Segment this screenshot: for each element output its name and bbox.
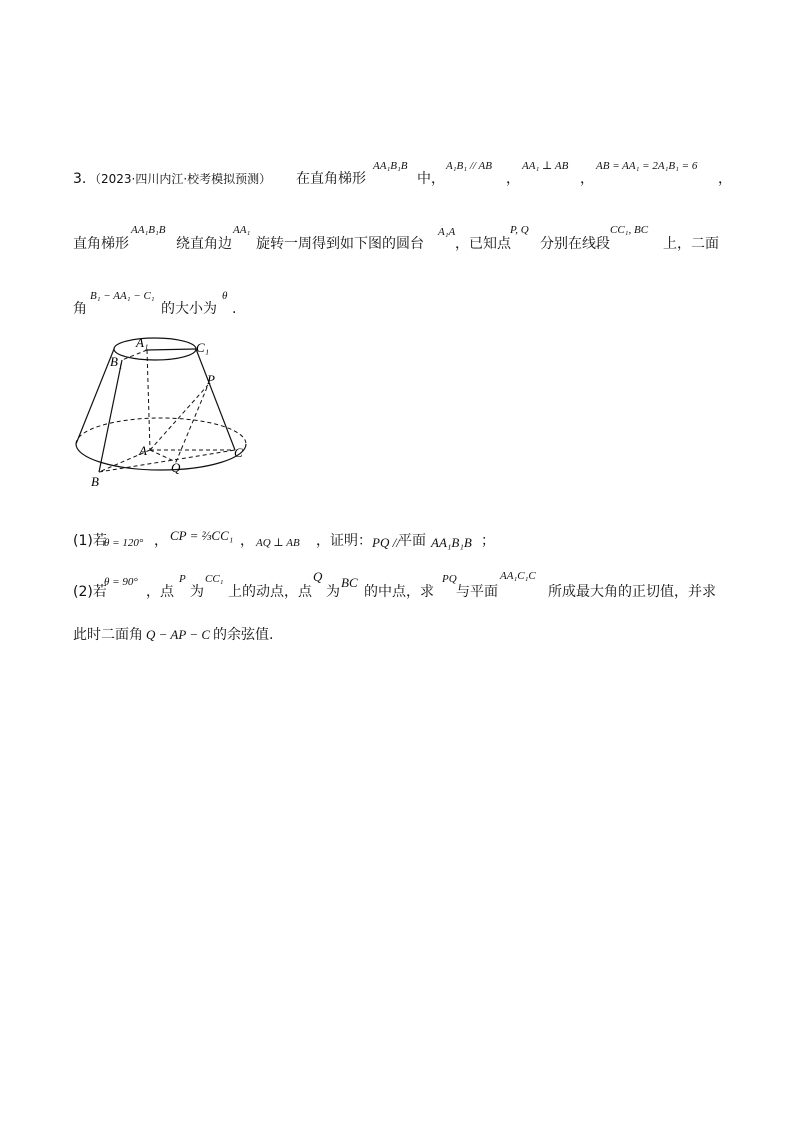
label-B1: B₁ [110, 354, 123, 369]
part2-text-1: ，点 [146, 584, 174, 600]
part1-text-5: ； [481, 533, 495, 549]
label-C: C [234, 445, 243, 460]
part1-text-2: ， [240, 533, 254, 549]
line1-text-5: ， [718, 171, 732, 187]
frustum-figure [70, 330, 260, 490]
part1-math-pq: PQ // [372, 535, 400, 550]
part1-label: (1)若 [73, 533, 107, 549]
line3-text-3: . [232, 301, 237, 317]
part2-math-q: Q [313, 569, 323, 584]
segment-BC [99, 450, 235, 472]
label-C1: C₁ [196, 340, 210, 355]
problem-number: 3. [73, 171, 87, 187]
label-P: P [207, 372, 215, 387]
part1-text-3: ，证明： [316, 533, 372, 549]
part2-math-p: P [179, 573, 186, 585]
line1-math-perp: AA₁ ⊥ AB [522, 160, 569, 172]
line2-text-4: ，已知点 [455, 236, 511, 252]
line1-text-3: ， [506, 171, 520, 187]
part2-text-6: 与平面 [456, 584, 498, 600]
line2-math-axis: AA₁ [233, 224, 251, 236]
generatrix-CC1 [196, 349, 235, 450]
part2-math-plane: AA₁C₁C [500, 570, 536, 582]
line1-text-2: 中， [417, 171, 445, 187]
line2-math-frustum: A₁A [438, 226, 456, 238]
line2-text-3: 旋转一周得到如下图的圆台 [256, 236, 424, 252]
axis-A1A [147, 350, 150, 450]
line2-text-2: 绕直角边 [176, 236, 232, 252]
line3-math-theta: θ [222, 290, 228, 302]
line2-text-1: 直角梯形 [73, 236, 129, 252]
segment-A1C1 [147, 349, 196, 350]
part2-line2-text-1: 此时二面角 [73, 627, 143, 643]
line1-text-4: ， [580, 171, 594, 187]
line1-text-1: 在直角梯形 [296, 171, 366, 187]
line2-math-segments: CC₁, BC [610, 224, 649, 236]
line2-math-trapezoid: AA₁B₁B [131, 224, 166, 236]
part2-text-3: 上的动点，点 [228, 584, 312, 600]
part2-label: (2)若 [73, 584, 107, 600]
line2-math-points: P, Q [510, 224, 529, 236]
line1-math-trapezoid: AA₁B₁B [373, 160, 408, 172]
line3-text-1: 角 [73, 301, 87, 317]
part2-math-theta: θ = 90° [104, 576, 138, 588]
part1-text-1: ， [154, 533, 168, 549]
part2-text-5: 的中点，求 [364, 584, 434, 600]
label-B: B [91, 474, 99, 489]
left-generatrix [76, 349, 114, 444]
line3-math-dihedral: B₁ − AA₁ − C₁ [90, 290, 155, 302]
line1-math-lengths: AB = AA₁ = 2A₁B₁ = 6 [596, 160, 698, 172]
part2-math-bc: BC [341, 575, 358, 590]
part2-math-dihedral: Q − AP − C [146, 627, 211, 642]
part1-math-plane: AA₁B₁B [431, 535, 472, 550]
label-A: A [139, 443, 147, 458]
part2-line2-text-2: 的余弦值. [213, 627, 274, 643]
part1-math-theta: θ = 120° [104, 537, 144, 549]
part2-math-cc1: CC₁ [205, 573, 224, 585]
problem-source: （2023·四川内江·校考模拟预测） [89, 172, 272, 186]
part2-text-4: 为 [326, 584, 340, 600]
part1-math-cp: CP = ⅔CC₁ [170, 528, 234, 543]
line1-math-parallel: A₁B₁ // AB [446, 160, 492, 172]
part1-math-perp: AQ ⊥ AB [256, 537, 300, 549]
segment-AP [150, 385, 208, 450]
line3-text-2: 的大小为 [161, 301, 217, 317]
line2-text-5: 分别在线段 [540, 236, 610, 252]
base-back-arc [76, 418, 246, 444]
part2-text-7: 所成最大角的正切值，并求 [548, 584, 716, 600]
part2-math-pq: PQ [442, 573, 457, 585]
line2-text-6: 上，二面 [663, 236, 719, 252]
label-A1: A₁ [136, 335, 149, 350]
part2-text-2: 为 [190, 584, 204, 600]
part1-text-4: 平面 [398, 533, 426, 549]
label-Q: Q [171, 460, 181, 475]
